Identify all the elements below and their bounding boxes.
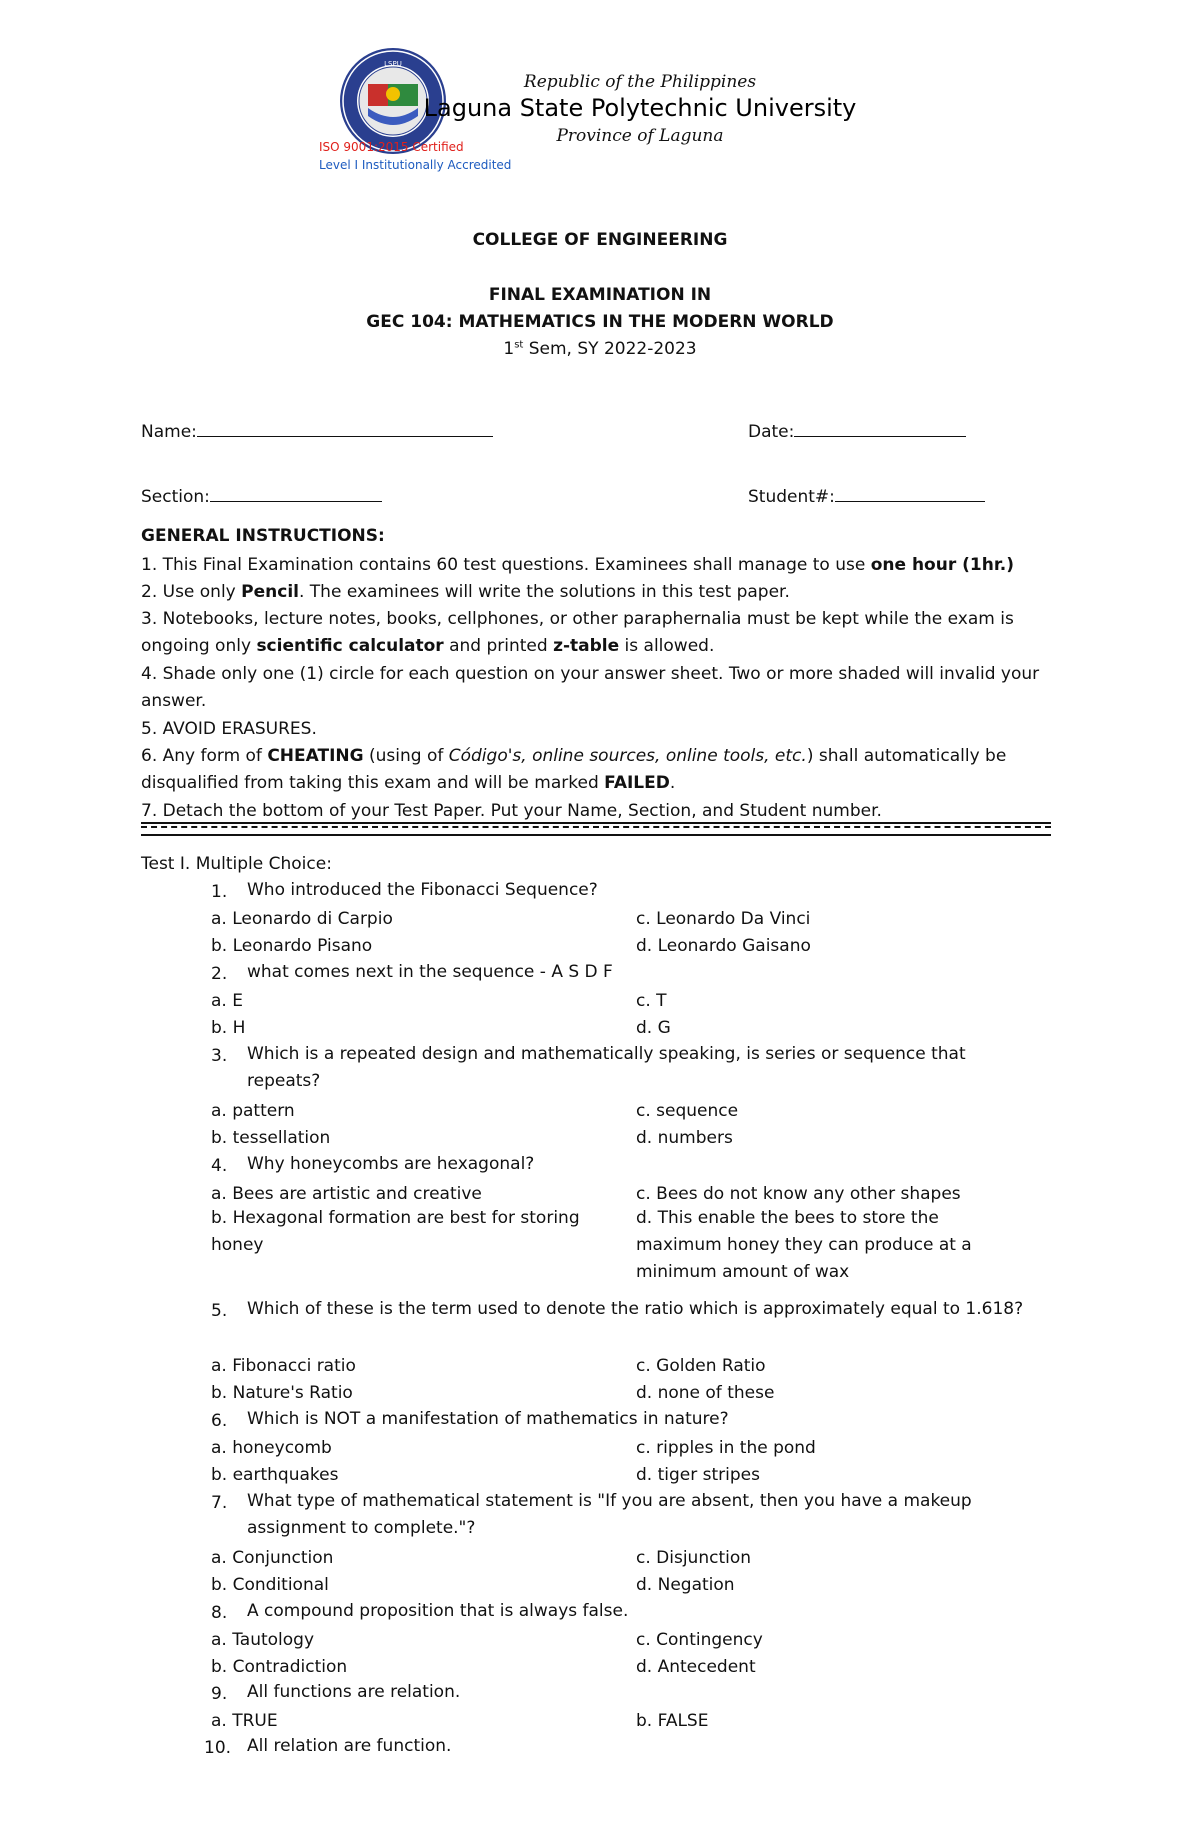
instruction-4: 4. Shade only one (1) circle for each question on your answer sheet. Two or more shaded will invalid your answer. [141, 664, 1040, 711]
question-number: 3. [211, 1046, 228, 1066]
course-title: GEC 104: MATHEMATICS IN THE MODERN WORLD [366, 312, 834, 332]
choice-d[interactable]: d. Leonardo Gaisano [636, 936, 811, 956]
choice-a[interactable]: a. Bees are artistic and creative [211, 1184, 482, 1204]
choice-d[interactable]: d. none of these [636, 1383, 775, 1403]
student-number-field[interactable]: Student#: [748, 487, 985, 507]
exam-title: FINAL EXAMINATION IN [488, 285, 712, 305]
choice-b[interactable]: b. Hexagonal formation are best for storing honey [211, 1208, 580, 1255]
accreditation-level: Level I Institutionally Accredited [319, 158, 512, 172]
choice-b[interactable]: b. Conditional [211, 1575, 329, 1595]
question-text: Which of these is the term used to denote the ratio which is approximately equal to 1.618? [247, 1299, 1024, 1319]
instruction-7: 7. Detach the bottom of your Test Paper. Put your Name, Section, and Student number. [141, 801, 882, 821]
question-number: 10. [204, 1738, 232, 1758]
question-text: A compound proposition that is always false. [247, 1601, 629, 1621]
question-number: 2. [211, 964, 228, 984]
question-number: 7. [211, 1493, 228, 1513]
svg-text:LSPU: LSPU [384, 60, 402, 68]
choice-a[interactable]: a. pattern [211, 1101, 295, 1121]
choice-c[interactable]: c. sequence [636, 1101, 739, 1121]
instruction-1: 1. This Final Examination contains 60 test questions. Examinees shall manage to use one hour (1hr.) [141, 555, 1015, 575]
question-number: 4. [211, 1156, 228, 1176]
choice-b[interactable]: b. earthquakes [211, 1465, 339, 1485]
choice-b[interactable]: b. Contradiction [211, 1657, 348, 1677]
choice-a[interactable]: a. Tautology [211, 1630, 315, 1650]
choice-d[interactable]: d. Antecedent [636, 1657, 756, 1677]
section-field[interactable]: Section: [141, 487, 382, 507]
choice-d[interactable]: d. tiger stripes [636, 1465, 760, 1485]
choice-b[interactable]: b. Leonardo Pisano [211, 936, 373, 956]
choice-a[interactable]: a. honeycomb [211, 1438, 332, 1458]
question-text: what comes next in the sequence - A S D F [247, 962, 613, 982]
choice-d[interactable]: d. G [636, 1018, 671, 1038]
province-line: Province of Laguna [556, 126, 724, 146]
question-text: Which is a repeated design and mathematically speaking, is series or sequence that repeats? [247, 1044, 966, 1091]
choice-c[interactable]: c. Disjunction [636, 1548, 752, 1568]
question-number: 9. [211, 1684, 228, 1704]
iso-certification: ISO 9001:2015 Certified [319, 140, 464, 154]
republic-line: Republic of the Philippines [523, 72, 757, 92]
choice-c[interactable]: c. Contingency [636, 1630, 763, 1650]
choice-c[interactable]: c. ripples in the pond [636, 1438, 816, 1458]
question-text: Who introduced the Fibonacci Sequence? [247, 880, 598, 900]
college-title: COLLEGE OF ENGINEERING [472, 230, 728, 250]
choice-b[interactable]: b. FALSE [636, 1711, 709, 1731]
question-number: 8. [211, 1603, 228, 1623]
choice-b[interactable]: b. Nature's Ratio [211, 1383, 353, 1403]
choice-d[interactable]: d. Negation [636, 1575, 735, 1595]
question-text: All relation are function. [247, 1736, 452, 1756]
choice-c[interactable]: c. T [636, 991, 667, 1011]
instruction-6: 6. Any form of CHEATING (using of Código's, online sources, online tools, etc.) shall automatically be disqualified from taking this exam and will be marked FAILED. [141, 746, 1007, 793]
question-number: 5. [211, 1301, 228, 1321]
university-name: Laguna State Polytechnic University [423, 94, 857, 122]
choice-d[interactable]: d. This enable the bees to store the maximum honey they can produce at a minimum amount of wax [636, 1208, 972, 1282]
test-title: Test I. Multiple Choice: [141, 854, 332, 874]
instruction-2: 2. Use only Pencil. The examinees will write the solutions in this test paper. [141, 582, 790, 602]
question-text: What type of mathematical statement is "If you are absent, then you have a makeup assignment to complete."? [247, 1491, 972, 1538]
instruction-3: 3. Notebooks, lecture notes, books, cellphones, or other paraphernalia must be kept while the exam is ongoing only scientific calculator and printed z-table is allowed. [141, 609, 1014, 656]
choice-a[interactable]: a. E [211, 991, 243, 1011]
choice-a[interactable]: a. Fibonacci ratio [211, 1356, 356, 1376]
instructions-title: GENERAL INSTRUCTIONS: [141, 526, 385, 546]
question-text: Why honeycombs are hexagonal? [247, 1154, 535, 1174]
semester-line: 1st Sem, SY 2022-2023 [503, 339, 697, 359]
choice-b[interactable]: b. tessellation [211, 1128, 331, 1148]
choice-a[interactable]: a. TRUE [211, 1711, 278, 1731]
choice-c[interactable]: c. Golden Ratio [636, 1356, 766, 1376]
choice-c[interactable]: c. Bees do not know any other shapes [636, 1184, 961, 1204]
choice-b[interactable]: b. H [211, 1018, 246, 1038]
question-text: Which is NOT a manifestation of mathematics in nature? [247, 1409, 729, 1429]
choice-d[interactable]: d. numbers [636, 1128, 733, 1148]
instruction-5: 5. AVOID ERASURES. [141, 719, 317, 739]
choice-c[interactable]: c. Leonardo Da Vinci [636, 909, 811, 929]
question-text: All functions are relation. [247, 1682, 461, 1702]
question-number: 1. [211, 882, 228, 902]
section-divider [141, 822, 1051, 836]
name-field[interactable]: Name: [141, 422, 493, 442]
date-field[interactable]: Date: [748, 422, 966, 442]
question-number: 6. [211, 1411, 228, 1431]
choice-a[interactable]: a. Conjunction [211, 1548, 334, 1568]
choice-a[interactable]: a. Leonardo di Carpio [211, 909, 393, 929]
